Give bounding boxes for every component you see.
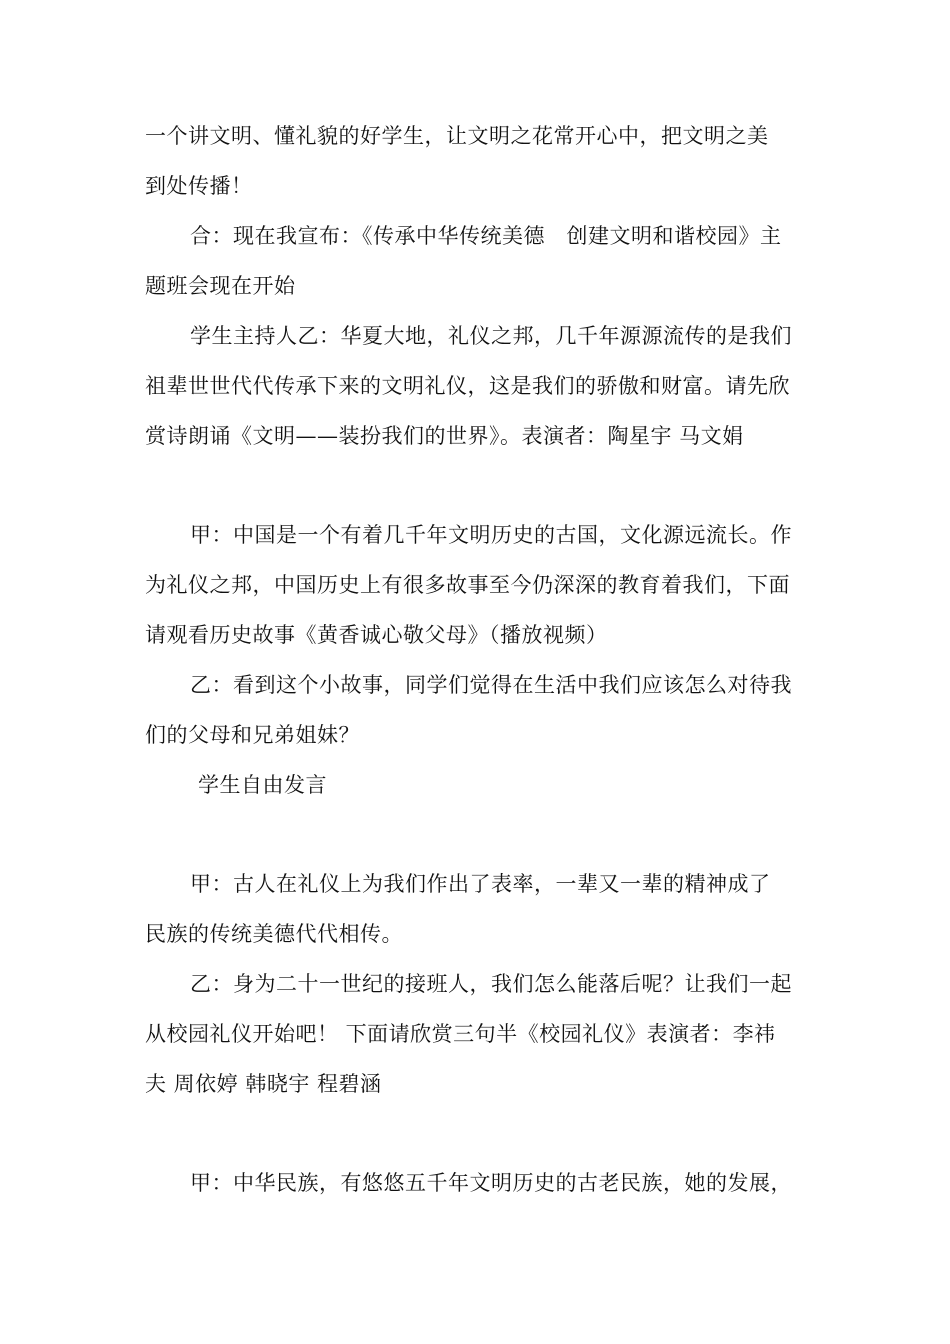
paragraph-start-line: 乙：看到这个小故事，同学们觉得在生活中我们应该怎么对待我 [190,673,792,697]
paragraph-start-line: 学生主持人乙：华夏大地，礼仪之邦，几千年源源流传的是我们 [190,324,792,348]
text-line: 们的父母和兄弟姐妹？ [145,723,360,747]
paragraph-start-line: 甲：中华民族，有悠悠五千年文明历史的古老民族，她的发展， [190,1171,792,1195]
text-line: 祖辈世世代代传承下来的文明礼仪，这是我们的骄傲和财富。请先欣 [145,374,790,398]
paragraph-start-line: 甲：中国是一个有着几千年文明历史的古国，文化源远流长。作 [190,523,792,547]
paragraph-start-line: 甲：古人在礼仪上为我们作出了表率，一辈又一辈的精神成了 [190,872,771,896]
paragraph-start-line: 合：现在我宣布：《传承中华传统美德 创建文明和谐校园》主 [190,224,782,248]
text-line: 请观看历史故事《黄香诚心敬父母》（播放视频） [145,623,608,647]
text-line: 到处传播！ [145,174,253,198]
text-line: 为礼仪之邦，中国历史上有很多故事至今仍深深的教育着我们，下面 [145,573,790,597]
text-line: 题班会现在开始 [145,274,296,298]
text-line: 一个讲文明、懂礼貌的好学生，让文明之花常开心中，把文明之美 [145,124,769,148]
text-line: 民族的传统美德代代相传。 [145,922,403,946]
text-line: 从校园礼仪开始吧！ 下面请欣赏三句半《校园礼仪》表演者：李祎 [145,1022,776,1046]
text-line: 夫 周依婷 韩晓宇 程碧涵 [145,1072,382,1096]
paragraph-start-line: 学生自由发言 [198,773,327,797]
paragraph-start-line: 乙：身为二十一世纪的接班人，我们怎么能落后呢？让我们一起 [190,972,792,996]
text-line: 赏诗朗诵《文明——装扮我们的世界》。表演者：陶星宇 马文娟 [145,424,744,448]
